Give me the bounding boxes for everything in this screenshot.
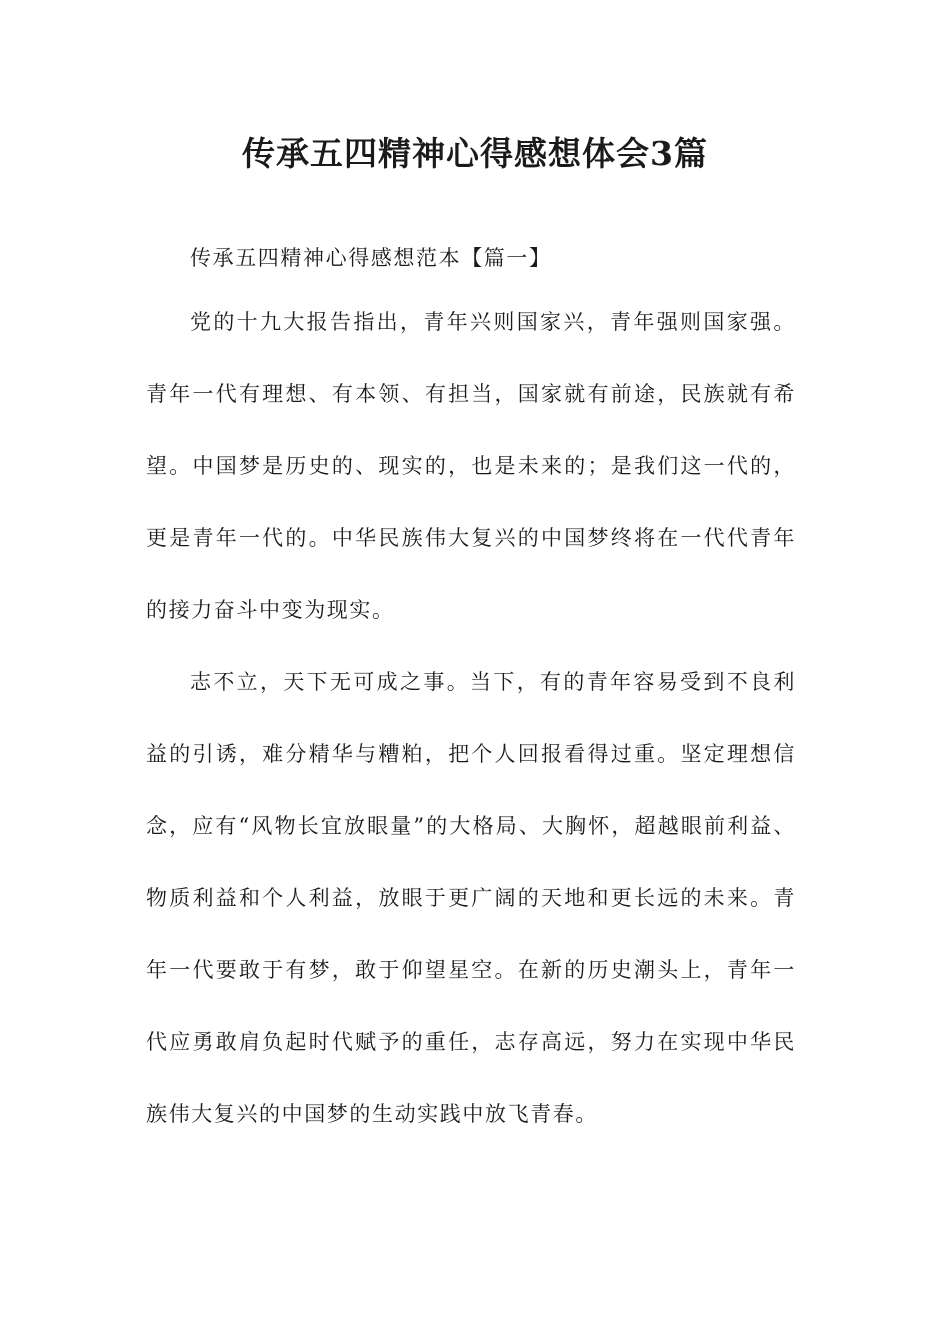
paragraph-2: 志不立，天下无可成之事。当下，有的青年容易受到不良利益的引诱，难分精华与糟粕，把个人回报看得过重。坚定理想信念，应有“风物长宜放眼量”的大格局、大胸怀，超越眼前利益、物质利益和个人利益，放眼于更广阔的天地和更长远的未来。青年一代要敢于有梦，敢于仰望星空。在新的历史潮头上，青年一代应勇敢肩负起时代赋予的重任，志存高远，努力在实现中华民族伟大复兴的中国梦的生动实践中放飞青春。 bbox=[146, 670, 796, 1126]
document-title: 传承五四精神心得感想体会3篇 bbox=[242, 134, 708, 173]
section-heading: 传承五四精神心得感想范本【篇一】 bbox=[190, 246, 552, 270]
paragraph-1: 党的十九大报告指出，青年兴则国家兴，青年强则国家强。青年一代有理想、有本领、有担当，国家就有前途，民族就有希望。中国梦是历史的、现实的，也是未来的；是我们这一代的，更是青年一代的。中华民族伟大复兴的中国梦终将在一代代青年的接力奋斗中变为现实。 bbox=[146, 310, 796, 622]
